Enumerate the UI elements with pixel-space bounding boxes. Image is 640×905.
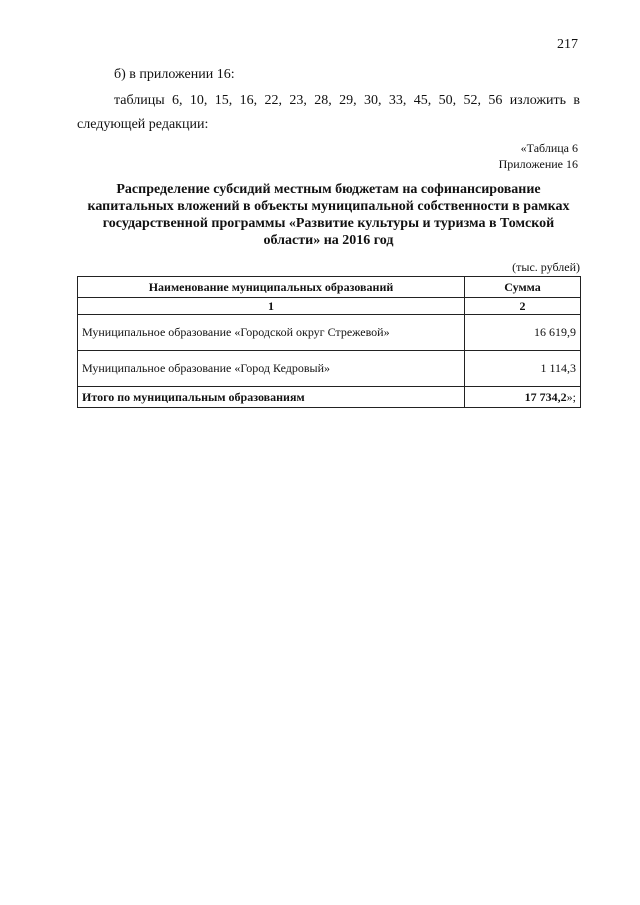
total-name: Итого по муниципальным образованиям [78, 387, 465, 408]
row-name: Муниципальное образование «Городской округ Стрежевой» [78, 315, 465, 351]
header-name: Наименование муниципальных образований [78, 277, 465, 298]
total-amount: 17 734,2 [524, 389, 567, 404]
item-label: б) в приложении 16: [114, 67, 235, 82]
total-amount-cell [465, 387, 581, 408]
title-line-3: государственной программы «Развитие культуры и туризма в Томской [102, 216, 555, 231]
title-line-1: Распределение субсидий местным бюджетам на софинансирование [116, 182, 541, 197]
total-suffix: »; [566, 389, 576, 404]
row-amount: 16 619,9 [465, 315, 581, 351]
units-label: (тыс. рублей) [512, 260, 580, 274]
total-row [78, 387, 581, 408]
table-ref-line-1: «Таблица 6 [520, 141, 578, 155]
page-number: 217 [557, 37, 578, 52]
title-line-4: области» на 2016 год [263, 233, 394, 248]
table-reference [499, 140, 578, 172]
document-title [77, 181, 580, 249]
column-number-1: 1 [78, 298, 465, 315]
row-amount: 1 114,3 [465, 351, 581, 387]
table-ref-line-2: Приложение 16 [498, 157, 578, 171]
body-text-line-2: следующей редакции: [77, 117, 209, 132]
column-number-row [78, 298, 581, 315]
body-text-line-1: таблицы 6, 10, 15, 16, 22, 23, 28, 29, 30, 33, 45, 50, 52, 56 изложить в [114, 93, 580, 108]
header-amount: Сумма [465, 277, 581, 298]
title-line-2: капитальных вложений в объекты муниципальной собственности в рамках [87, 199, 570, 214]
table-header-row [78, 277, 581, 298]
table-row [78, 351, 581, 387]
table-row [78, 315, 581, 351]
subsidy-table [77, 276, 581, 408]
column-number-2: 2 [465, 298, 581, 315]
row-name: Муниципальное образование «Город Кедровый» [78, 351, 465, 387]
